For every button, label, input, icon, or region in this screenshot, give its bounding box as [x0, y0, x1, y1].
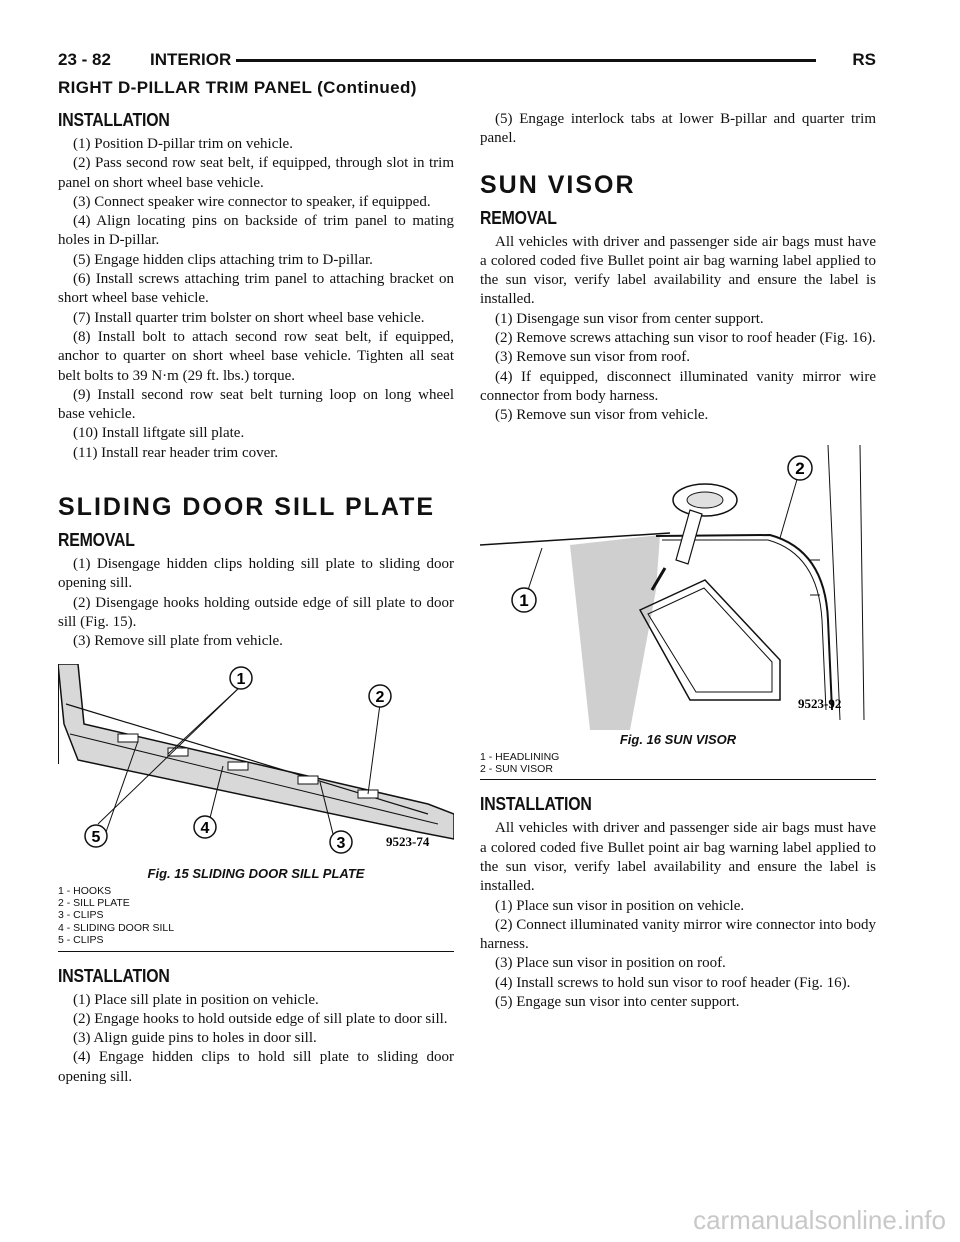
installation-steps [58, 135, 454, 463]
step: (4) Install screws to hold sun visor to roof header (Fig. 16). [495, 974, 851, 991]
legend-item: 2 - SUN VISOR [480, 762, 553, 775]
step: (7) Install quarter trim bolster on short wheel base vehicle. [73, 309, 425, 326]
callout-4: 4 [200, 819, 210, 837]
figure-code: 9523-74 [386, 833, 430, 849]
step: (3) Align guide pins to holes in door sill. [73, 1030, 317, 1047]
figure-caption: Fig. 16 SUN VISOR [619, 731, 737, 747]
step: (3) Connect speaker wire connector to speaker, if equipped. [73, 193, 431, 210]
installation-heading: INSTALLATION [58, 110, 170, 130]
legend-item: 3 - CLIPS [58, 909, 104, 922]
step: (6) Install screws attaching trim panel to attaching bracket on short wheel base vehicle. [58, 271, 454, 307]
legend-item: 1 - HOOKS [58, 884, 112, 897]
section-name: INTERIOR [150, 50, 232, 69]
step: (1) Disengage sun visor from center support. [495, 310, 764, 327]
step: (3) Remove sill plate from vehicle. [73, 633, 283, 650]
watermark: carmanualsonline.info [693, 1205, 946, 1235]
intro-paragraph: All vehicles with driver and passenger side air bags must have a colored coded five Bullet point air bag warning label applied to the sun visor, verify label availability and ensure the label is installed. [480, 820, 876, 895]
step: (5) Engage sun visor into center support. [495, 994, 740, 1011]
figure-code: 9523-92 [798, 695, 842, 711]
page-number: 23 - 82 [58, 50, 111, 69]
callout-1: 1 [236, 670, 246, 688]
step: (1) Place sun visor in position on vehicle. [495, 897, 745, 914]
sill-plate-title: SLIDING DOOR SILL PLATE [58, 493, 436, 522]
sill-removal-heading: REMOVAL [58, 530, 135, 551]
step: (4) If equipped, disconnect illuminated vanity mirror wire connector from body harness. [480, 368, 876, 404]
figure-legend [480, 751, 876, 776]
step: (2) Disengage hooks holding outside edge of sill plate to door sill (Fig. 15). [58, 594, 454, 630]
continued-title: RIGHT D-PILLAR TRIM PANEL (Continued) [58, 78, 417, 97]
step: (5) Engage interlock tabs at lower B-pillar and quarter trim panel. [480, 111, 876, 147]
step: (1) Disengage hidden clips holding sill plate to sliding door opening sill. [58, 556, 454, 592]
step: (1) Place sill plate in position on vehicle. [73, 991, 319, 1008]
figure-caption: Fig. 15 SLIDING DOOR SILL PLATE [147, 865, 365, 881]
step: (2) Connect illuminated vanity mirror wire connector into body harness. [480, 916, 876, 953]
callout-5: 5 [91, 828, 101, 846]
callout-2: 2 [375, 688, 385, 706]
figure-16 [480, 440, 876, 781]
sill-installation-heading: INSTALLATION [58, 965, 170, 986]
step: (11) Install rear header trim cover. [73, 444, 279, 461]
step: (3) Remove sun visor from roof. [495, 349, 690, 366]
step: (4) Engage hidden clips to hold sill plate to sliding door opening sill. [58, 1049, 454, 1085]
step: (8) Install bolt to attach second row seat belt, if equipped, anchor to quarter on short wheel base vehicle. Tighten all seat belt bolts to 39 N·m (29 ft. lbs.) torque. [58, 328, 454, 384]
left-column [58, 110, 454, 1087]
right-column [480, 110, 876, 1012]
page-header [58, 50, 876, 76]
callout-1: 1 [519, 590, 529, 610]
step: (10) Install liftgate sill plate. [73, 425, 245, 442]
sun-visor-illustration [480, 440, 876, 730]
callout-3: 3 [336, 834, 346, 852]
sun-visor-title: SUN VISOR [480, 170, 636, 199]
callout-2: 2 [795, 458, 805, 478]
legend-item: 1 - HEADLINING [480, 750, 560, 763]
intro-paragraph: All vehicles with driver and passenger side air bags must have a colored coded five Bullet point air bag warning label applied to the sun visor, verify label availability and ensure the label is installed. [480, 233, 876, 308]
step: (1) Position D-pillar trim on vehicle. [73, 136, 293, 152]
step: (9) Install second row seat belt turning loop on long wheel base vehicle. [58, 386, 454, 423]
figure-rule [480, 779, 876, 780]
step: (2) Pass second row seat belt, if equipped, through slot in trim panel on short wheel base vehicle. [58, 155, 454, 191]
figure-15 [58, 664, 454, 952]
header-rule [236, 59, 816, 62]
step: (4) Align locating pins on backside of trim panel to mating holes in D-pillar. [58, 213, 454, 249]
legend-item: 4 - SLIDING DOOR SILL [58, 921, 175, 934]
step: (5) Engage hidden clips attaching trim to D-pillar. [73, 251, 373, 268]
legend-item: 5 - CLIPS [58, 934, 104, 947]
step: (2) Engage hooks to hold outside edge of sill plate to door sill. [73, 1010, 448, 1027]
step: (2) Remove screws attaching sun visor to roof header (Fig. 16). [495, 330, 876, 347]
legend-item: 2 - SILL PLATE [58, 896, 130, 909]
step: (3) Place sun visor in position on roof. [495, 955, 726, 972]
sill-plate-illustration [58, 664, 454, 864]
model-code: RS [852, 50, 876, 69]
figure-legend [58, 885, 454, 947]
figure-rule [58, 951, 454, 952]
visor-installation-heading: INSTALLATION [480, 794, 592, 815]
step: (5) Remove sun visor from vehicle. [495, 407, 709, 424]
visor-removal-heading: REMOVAL [480, 207, 557, 228]
